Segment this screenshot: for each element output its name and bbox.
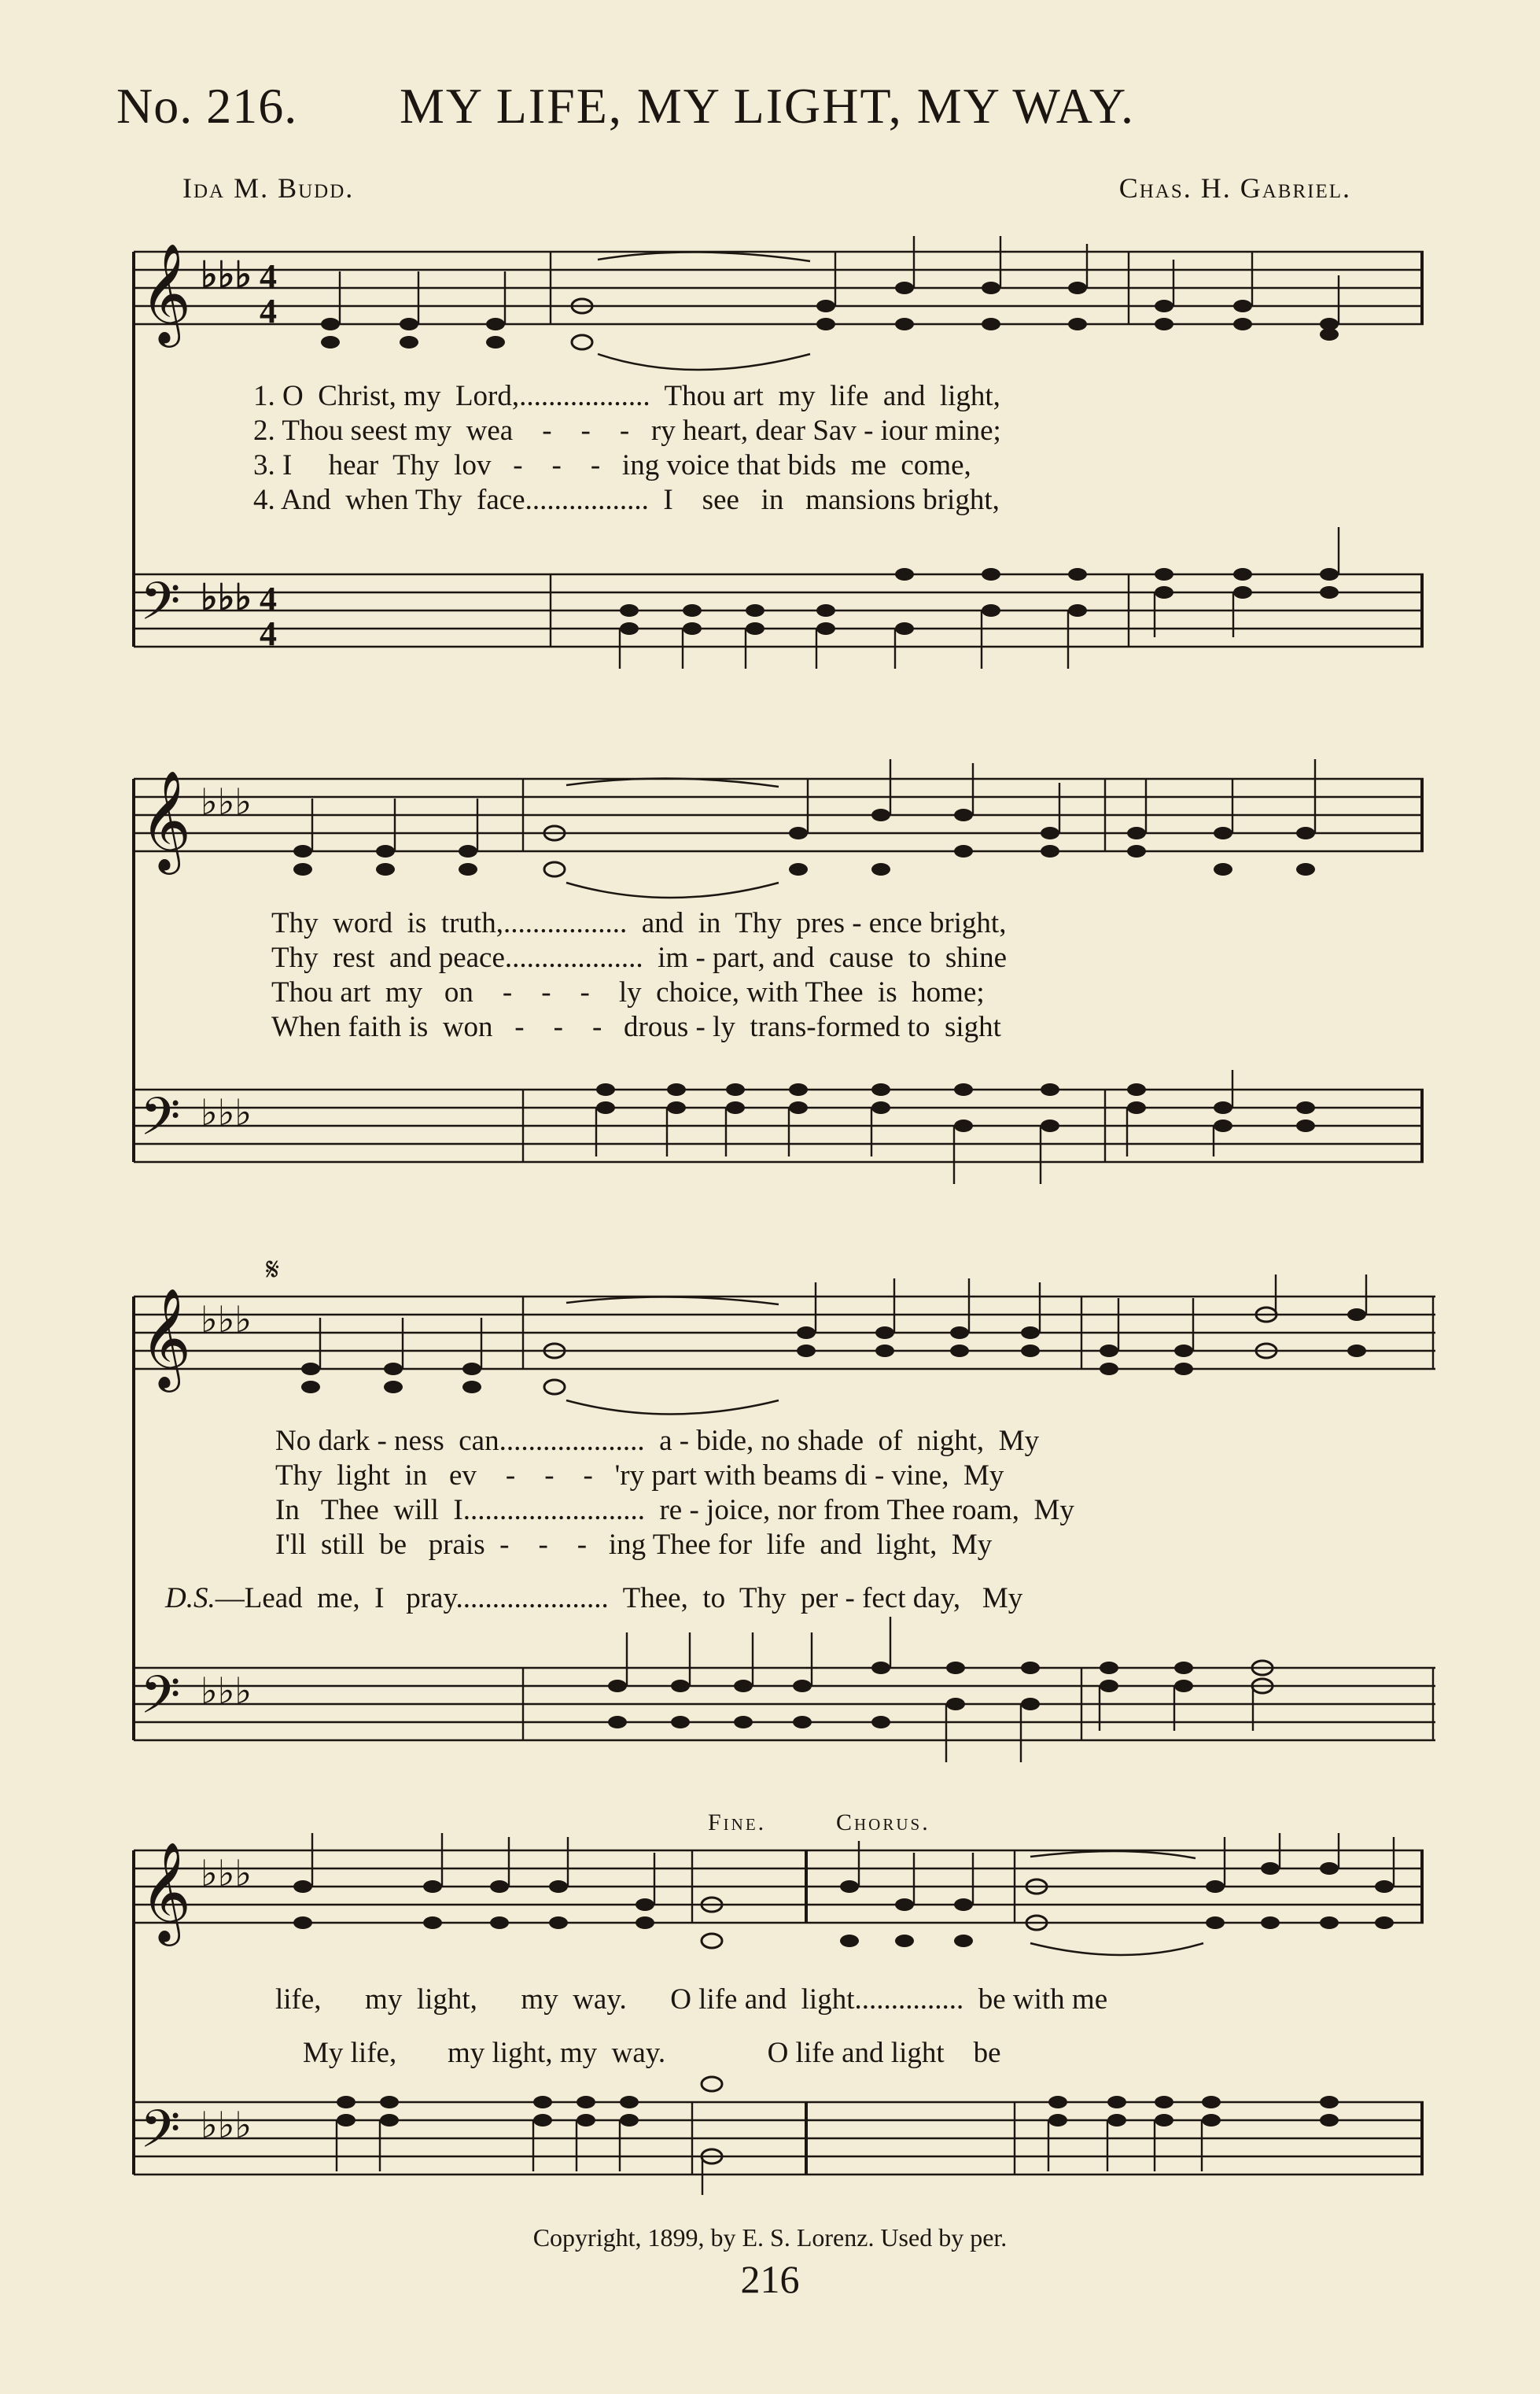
copyright-notice: Copyright, 1899, by E. S. Lorenz. Used by per. bbox=[532, 2223, 1008, 2252]
lyric-line: Thy rest and peace................... im - part, and cause to shine bbox=[271, 942, 1008, 974]
lyric-line: My life, my light, my way. O life and light be bbox=[303, 2037, 1001, 2069]
lyric-line: When faith is won - - - drous - ly trans-formed to sight bbox=[271, 1011, 1001, 1043]
svg-text:4: 4 bbox=[260, 257, 277, 296]
music-system-4 bbox=[0, 1833, 1540, 2203]
composer-credit: Chas. H. Gabriel. bbox=[1118, 172, 1351, 204]
lyric-line: In Thee will I......................... re - joice, nor from Thee roam, My bbox=[275, 1494, 1074, 1526]
lyric-line: 1. O Christ, my Lord,.................. Thou art my life and light, bbox=[253, 380, 1000, 412]
lyric-line: Thy word is truth,................. and in Thy pres - ence bright, bbox=[271, 907, 1007, 939]
lyric-line: 3. I hear Thy lov - - - ing voice that bids me come, bbox=[253, 449, 971, 481]
svg-text:𝄞: 𝄞 bbox=[140, 1287, 192, 1388]
author-credit: Ida M. Budd. bbox=[182, 172, 355, 204]
lyric-line: No dark - ness can.................... a - bide, no shade of night, My bbox=[275, 1425, 1040, 1457]
svg-text:♭♭♭: ♭♭♭ bbox=[201, 1300, 252, 1340]
title-row bbox=[116, 77, 1453, 140]
svg-text:♭♭♭: ♭♭♭ bbox=[201, 1854, 252, 1894]
svg-text:𝄞: 𝄞 bbox=[140, 769, 192, 870]
svg-text:♭♭♭: ♭♭♭ bbox=[201, 2105, 252, 2145]
svg-text:♭♭♭: ♭♭♭ bbox=[201, 255, 252, 295]
svg-text:𝄢: 𝄢 bbox=[140, 1086, 181, 1160]
svg-text:𝄞: 𝄞 bbox=[140, 1841, 192, 1942]
lyric-line: 2. Thou seest my wea - - - ry heart, dear Sav - iour mine; bbox=[253, 415, 1001, 447]
svg-text:𝄢: 𝄢 bbox=[140, 2099, 181, 2172]
lyric-line: I'll still be prais - - - ing Thee for life and light, My bbox=[275, 1529, 993, 1561]
ds-text: —Lead me, I pray..................... Thee, to Thy per - fect day, My bbox=[215, 1582, 1023, 1614]
hymn-title: MY LIFE, MY LIGHT, MY WAY. bbox=[400, 78, 1135, 134]
lyric-line: Thou art my on - - - ly choice, with Thee is home; bbox=[271, 976, 985, 1009]
hymn-number: No. 216. bbox=[116, 78, 298, 134]
svg-text:𝄢: 𝄢 bbox=[140, 1665, 181, 1738]
svg-text:♭♭♭: ♭♭♭ bbox=[201, 1671, 252, 1711]
svg-text:𝄢: 𝄢 bbox=[140, 571, 181, 644]
svg-text:♭♭♭: ♭♭♭ bbox=[201, 577, 252, 618]
lyric-line: 4. And when Thy face................. I see in mansions bright, bbox=[253, 484, 1000, 516]
lyric-line: Thy light in ev - - - 'ry part with beams di - vine, My bbox=[275, 1459, 1004, 1492]
svg-text:𝄞: 𝄞 bbox=[140, 242, 192, 343]
fine-marker: Fine. bbox=[708, 1809, 767, 1835]
svg-text:4: 4 bbox=[260, 580, 277, 618]
ds-line bbox=[165, 1581, 1022, 1616]
ds-label: D.S. bbox=[165, 1582, 216, 1614]
svg-text:4: 4 bbox=[260, 614, 277, 653]
svg-text:4: 4 bbox=[260, 292, 277, 330]
svg-text:♭♭♭: ♭♭♭ bbox=[201, 1093, 252, 1133]
page-number: 216 bbox=[740, 2257, 800, 2301]
chorus-marker: Chorus. bbox=[836, 1809, 930, 1835]
svg-text:♭♭♭: ♭♭♭ bbox=[201, 782, 252, 822]
segno-sign: 𝄋 bbox=[266, 1252, 280, 1287]
lyric-line: life, my light, my way. O life and light............... be with me bbox=[275, 1983, 1108, 2016]
